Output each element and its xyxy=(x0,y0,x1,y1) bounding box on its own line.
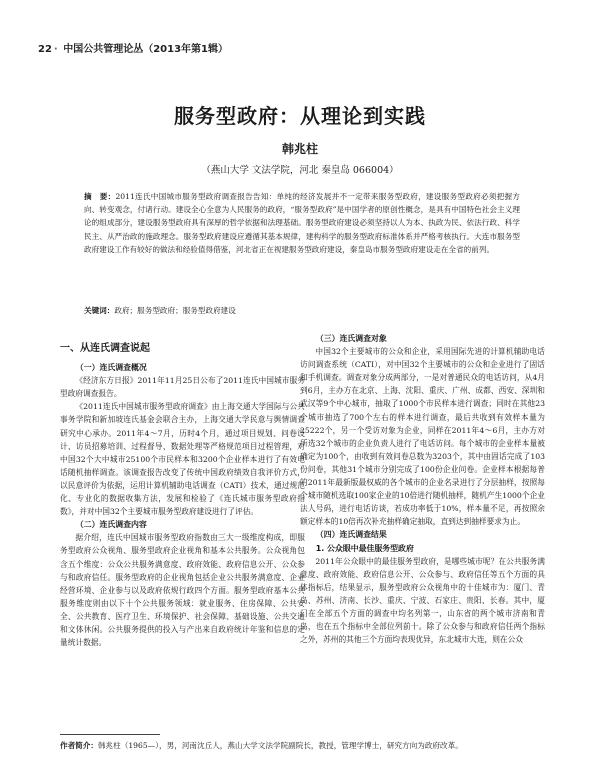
page-number: 22 xyxy=(38,44,52,55)
running-head: 22 · 中国公共管理论丛（2013年第1辑） xyxy=(38,44,229,55)
keywords xyxy=(84,304,520,317)
subsection-heading: 1. 公众眼中最佳服务型政府 xyxy=(315,543,414,553)
author-affiliation: （燕山大学 文法学院，河北 秦皇岛 066004） xyxy=(201,165,399,176)
author-name: 韩兆柱 xyxy=(281,142,318,156)
paragraph: 《经济东方日报》2011年11月25日公布了2011连氏中国城市服务型政府调查报告。 xyxy=(60,376,305,399)
footnote-label: 作者简介： xyxy=(60,741,98,750)
paragraph: 中国32个主要城市的公众和企业，采用国际先进的计算机辅助电话访问调查系统（CATI），对中国32个主要城市的公众和企业进行了固话和手机调查。调查对象分成两部分，一是对普通民众的电话访问，从4月到6月，主办方在北京、上海、沈阳、重庆、广州、成都、西安、深圳和武汉等9个中心城市，抽取了1000个市民样本进行调查；同时在其他23个城市抽选了700个左右的样本进行调查，最后共收到有效样本量为25222个，另一个受访对象为企业，同样在2011年4～6月，主办方对所选32个城市的企业负责人进行了电话访问。每个城市的企业样本量被确定为100个，由收到有效问卷总数为3203个，其中由固话完成了103份问卷，其他31个城市分别完成了100份企业问卷。企业样本根据每普的2011年最新版最权威的各个城市的企业名录进行了分层抽样，按照每个城市随机选取100家企业的10倍进行随机抽样，随机产生1000个企业法人号码，进行电话访谈，若成功率低于10%，样本量不足，再按照余额定样本的10倍再次补充抽样确定抽取，直到达到抽样要求为止。 xyxy=(300,347,545,527)
section-heading: 一、从连氏调查说起 xyxy=(60,343,150,354)
footnote xyxy=(60,740,560,751)
left-column xyxy=(60,332,305,649)
footnote-divider xyxy=(60,734,160,735)
article-title: 服务型政府：从理论到实践 xyxy=(174,104,426,128)
footnote-text: 韩兆柱（1965—），男，河南沈丘人，燕山大学文法学院副院长，教授，管理学博士，研究方向为政府改革。 xyxy=(97,741,463,750)
paragraph: 《2011连氏中国城市服务型政府调查》由上海交通大学国际与公共事务学院和新加坡连氏基金会联合主办，上海交通大学民意与舆情调查研究中心承办。2011年4～7月，历时4个月，通过项目规划、问卷设计、访员招募培训、过程督导、数据处理等严格规范项目过程管理，对中国32个大中城市25100个市民样本和3200个企业样本进行了有效电话随机抽样调查。该调查报告改变了传统中国政府绩效自我评价方式，以民意评价为依据，运用计算机辅助电话调查（CATI）技术，通过规范化、专业化的数据收集方法，发展和检验了《连氏城市服务型政府指数》，并对中国32个主要城市服务型政府建设进行了评估。 xyxy=(60,402,305,517)
subsection-heading: （三）连氏调查对象 xyxy=(315,334,387,343)
right-column xyxy=(300,332,545,646)
keywords-label: 关键词： xyxy=(84,306,115,315)
subsection-heading: （四）连氏调查结果 xyxy=(315,530,387,540)
abstract xyxy=(84,190,520,256)
keywords-text: 政府；服务型政府；服务型政府建设 xyxy=(114,306,236,315)
paragraph: 2011年公众眼中的最佳服务型政府，是哪些城市呢？在公共服务满意度、政府效能、政府信息公开、公众参与、政府信任等五个方面的具体指标后，结果显示，服务型政府公众视角中的十佳城市为：厦门、青岛、苏州、济南、长沙、重庆、宁波、石家庄、贵阳、长春。其中，厦门在全部五个方面的调查中均名列第一，山东省的两个城市济南和青岛，也在五个指标中全部位列前十。除了公众参与和政府信任两个指标之外，苏州的其他三个方面均表现优异，东北城市大连，则在公众 xyxy=(300,556,545,645)
abstract-text: 2011连氏中国城市服务型政府调查报告告知：单纯的经济发展并不一定带来服务型政府，建设服务型政府必须把握方向、转变观念，付诸行动。建设全心全意为人民服务的政府，“服务型政府”是中国学者的原创性概念，是具有中国特色社会主义理论的组成部分，建设服务型政府具有深厚的哲学依据和法理基础。服务型政府建设必须坚持以人为本、执政为民、依法行政、科学民主、从严治政的施政理念。服务型政府建设应遵循其基本规律，建构科学的服务型政府标准体系并严格考核执行。大连市服务型政府建设工作有较好的做法和经验值得借鉴，河北省正在视建服务型政府建设，秦皇岛市服务型政府建设走在全省的前列。 xyxy=(84,192,520,254)
abstract-label: 摘 要： xyxy=(84,192,116,201)
journal-name: 中国公共管理论丛（2013年第1辑） xyxy=(63,44,229,55)
subsection-heading: （二）连氏调查内容 xyxy=(75,520,147,530)
paragraph: 据介绍，连氏中国城市服务型政府指数由三大一级维度构成，即服务型政府公众视角、服务型政府企业视角和基本公共服务。公众视角包含五个维度：公众公共服务满意度、政府效能、政府信息公开、公众参与和政府信任。服务型政府的企业视角包括企业公共服务满意度、企业经营环境、企业参与以及政府依规行政四个方面。服务型政府基本公共服务维度则由以下十个公共服务领域：就业服务、住房保障、公共安全、公共教育、医疗卫生、环境保护、社会保障、基础设施、公共交通和文体休闲。公共服务提供的投入与产出来自政府统计年鉴和信息的定量统计数据。 xyxy=(60,533,305,648)
subsection-heading: （一）连氏调查概况 xyxy=(75,363,147,373)
